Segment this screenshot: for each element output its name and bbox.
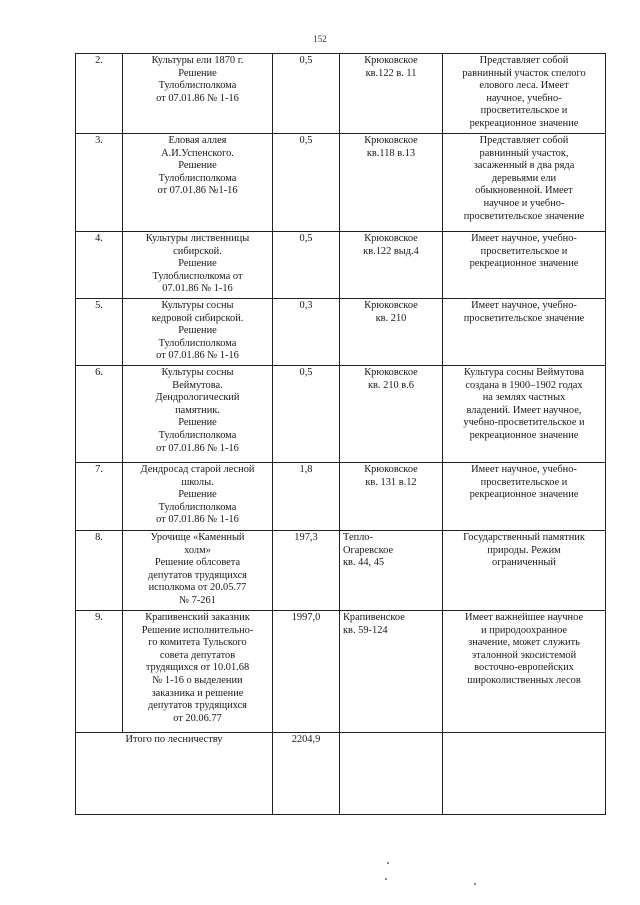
text-line: Представляет собой: [479, 55, 569, 66]
row-number: 8.: [76, 530, 123, 610]
scan-speck: [474, 883, 476, 885]
row-number: 7.: [76, 462, 123, 530]
text-line: Крапивенское: [343, 611, 405, 623]
area-cell: 0,5: [273, 134, 340, 232]
text-line: 07.01.86 № 1-16: [162, 283, 233, 295]
table-body: [76, 54, 606, 815]
text-line: от 07.01.86 № 1-16: [156, 442, 239, 454]
text-line: просветительское значение: [463, 210, 585, 222]
text-line: елового леса. Имеет: [479, 80, 569, 92]
location-cell: [340, 54, 443, 134]
text-line: деревьями ели: [491, 172, 557, 184]
text-line: от 07.01.86 № 1-16: [156, 92, 239, 104]
text-line: Крюковское: [364, 366, 418, 378]
table-row: [76, 134, 606, 232]
area-cell: 0,3: [273, 298, 340, 365]
text-line: Дендрологический: [155, 392, 240, 404]
location-cell: [340, 232, 443, 299]
description-cell: [443, 462, 606, 530]
text-line: кв. 210: [375, 312, 407, 324]
text-line: рекреационное значение: [469, 117, 579, 129]
nature-monuments-table: [75, 53, 606, 815]
table-row: [76, 530, 606, 610]
text-line: Решение исполнительно-: [141, 624, 254, 636]
monument-name-cell: [123, 530, 273, 610]
text-line: трудящихся от 10.01.68: [145, 662, 250, 674]
text-line: Тулоблисполкома: [158, 172, 237, 184]
text-line: кв.122 выд.4: [363, 245, 419, 257]
area-cell: 1,8: [273, 462, 340, 530]
text-line: Представляет собой: [479, 135, 569, 146]
description-cell: [443, 232, 606, 299]
text-line: просветительское и: [480, 476, 568, 488]
text-line: ограниченный: [492, 557, 556, 569]
table-row: [76, 462, 606, 530]
text-line: кв.122 в. 11: [365, 67, 417, 79]
text-line: владений. Имеет научное,: [466, 404, 582, 416]
text-line: равнинный участок,: [479, 147, 569, 159]
row-number: 6.: [76, 365, 123, 462]
text-line: Культура сосны Веймутова: [463, 366, 585, 378]
text-line: и природоохранное: [480, 624, 568, 636]
text-line: рекреационное значение: [469, 258, 579, 270]
text-line: Дендросад старой лесной: [140, 463, 255, 475]
text-line: го комитета Тульского: [148, 637, 247, 649]
text-line: № 7-261: [179, 594, 216, 606]
text-line: Крюковское: [364, 233, 418, 244]
text-line: депутатов трудящихся: [148, 569, 247, 581]
text-line: Крюковское: [364, 463, 418, 475]
text-line: Решение: [178, 258, 217, 270]
page-number: 152: [313, 34, 327, 44]
text-line: Имеет научное, учебно-: [471, 299, 577, 311]
text-line: значение, может служить: [468, 637, 580, 649]
row-number: 2.: [76, 54, 123, 134]
scan-speck: [385, 878, 387, 880]
text-line: № 1-16 о выделении: [152, 674, 243, 686]
text-line: заказника и решение: [151, 687, 244, 699]
text-line: холм»: [184, 544, 211, 556]
text-line: кв. 131 в.12: [365, 476, 417, 488]
text-line: рекреационное значение: [469, 489, 579, 501]
empty-cell: [443, 732, 606, 814]
text-line: широколиственных лесов: [467, 674, 581, 686]
text-line: Решение: [178, 160, 217, 172]
location-cell: [340, 365, 443, 462]
text-line: Государственный памятник: [463, 531, 585, 543]
text-line: кв.118 в.13: [366, 147, 416, 159]
monument-name-cell: [123, 298, 273, 365]
text-line: эталонной экосистемой: [471, 649, 577, 661]
text-line: рекреационное значение: [469, 429, 579, 441]
area-cell: 197,3: [273, 530, 340, 610]
total-label: Итого по лесничеству: [76, 732, 273, 814]
description-cell: [443, 54, 606, 134]
text-line: Имеет научное, учебно-: [471, 233, 577, 244]
text-line: Тепло-: [343, 531, 373, 543]
text-line: просветительское и: [480, 245, 568, 257]
text-line: от 20.06.77: [173, 712, 222, 724]
monument-name-cell: [123, 232, 273, 299]
text-line: совета депутатов: [159, 649, 236, 661]
text-line: Решение: [178, 325, 217, 337]
text-line: кедровой сибирской.: [151, 312, 244, 324]
text-line: Решение: [178, 67, 217, 79]
text-line: исполкома от 20.05.77: [148, 582, 247, 594]
description-cell: [443, 365, 606, 462]
empty-cell: [340, 732, 443, 814]
text-line: от 07.01.86 № 1-16: [156, 350, 239, 362]
text-line: обыкновенной. Имеет: [475, 185, 573, 197]
text-line: кв. 59-124: [343, 624, 388, 636]
table-row: [76, 232, 606, 299]
monument-name-cell: [123, 610, 273, 732]
area-cell: 0,5: [273, 232, 340, 299]
monument-name-cell: [123, 134, 273, 232]
text-line: на землях частных: [482, 392, 566, 404]
text-line: восточно-европейских: [474, 662, 574, 674]
text-line: Крюковское: [364, 299, 418, 311]
monument-name-cell: [123, 365, 273, 462]
area-cell: 0,5: [273, 365, 340, 462]
text-line: Урочище «Каменный: [150, 531, 245, 543]
text-line: Имеет важнейшее научное: [464, 611, 584, 623]
text-line: просветительское значение: [463, 312, 585, 324]
text-line: научное, учебно-: [486, 92, 562, 104]
text-line: Культуры сосны: [161, 299, 234, 311]
text-line: школы.: [181, 476, 214, 488]
text-line: сибирской.: [173, 245, 222, 257]
description-cell: [443, 134, 606, 232]
text-line: кв. 210 в.6: [367, 379, 415, 391]
text-line: Тулоблисполкома: [158, 501, 237, 513]
row-number: 3.: [76, 134, 123, 232]
text-line: Культуры лиственницы: [145, 233, 250, 244]
text-line: Имеет научное, учебно-: [471, 463, 577, 475]
text-line: учебно-просветительское и: [463, 417, 585, 429]
row-number: 4.: [76, 232, 123, 299]
description-cell: [443, 610, 606, 732]
text-line: Огаревское: [343, 544, 394, 556]
table-row: [76, 298, 606, 365]
row-number: 5.: [76, 298, 123, 365]
location-cell: [340, 610, 443, 732]
table-row: [76, 365, 606, 462]
location-cell: [340, 530, 443, 610]
text-line: Культуры ели 1870 г.: [151, 55, 244, 66]
text-line: от 07.01.86 № 1-16: [156, 514, 239, 526]
row-number: 9.: [76, 610, 123, 732]
text-line: Решение: [178, 417, 217, 429]
text-line: создана в 1900–1902 годах: [465, 379, 583, 391]
monument-name-cell: [123, 54, 273, 134]
table-row: [76, 54, 606, 134]
location-cell: [340, 462, 443, 530]
total-row: [76, 732, 606, 814]
text-line: Решение облсовета: [154, 557, 241, 569]
text-line: депутатов трудящихся: [148, 700, 247, 712]
location-cell: [340, 134, 443, 232]
text-line: от 07.01.86 №1-16: [157, 185, 238, 197]
total-area: 2204,9: [273, 732, 340, 814]
text-line: Крапивенский заказник: [145, 611, 250, 623]
text-line: засаженный в два ряда: [473, 160, 575, 172]
text-line: Веймутова.: [172, 379, 223, 391]
text-line: памятник.: [175, 404, 220, 416]
text-line: кв. 44, 45: [343, 557, 385, 569]
area-cell: 1997,0: [273, 610, 340, 732]
text-line: природы. Режим: [487, 544, 561, 556]
description-cell: [443, 530, 606, 610]
monument-name-cell: [123, 462, 273, 530]
table-row: [76, 610, 606, 732]
scan-speck: [387, 862, 389, 864]
text-line: А.И.Успенского.: [161, 147, 234, 159]
location-cell: [340, 298, 443, 365]
text-line: равнинный участок спелого: [462, 67, 586, 79]
area-cell: 0,5: [273, 54, 340, 134]
text-line: Культуры сосны: [161, 366, 234, 378]
description-cell: [443, 298, 606, 365]
text-line: Тулоблисполкома от: [152, 270, 243, 282]
text-line: Тулоблисполкома: [158, 429, 237, 441]
text-line: Крюковское: [364, 55, 418, 66]
text-line: Тулоблисполкома: [158, 80, 237, 92]
text-line: Еловая аллея: [168, 135, 227, 146]
text-line: просветительское и: [480, 105, 568, 117]
text-line: научное и учебно-: [483, 197, 565, 209]
text-line: Крюковское: [364, 135, 418, 146]
text-line: Решение: [178, 489, 217, 501]
text-line: Тулоблисполкома: [158, 337, 237, 349]
